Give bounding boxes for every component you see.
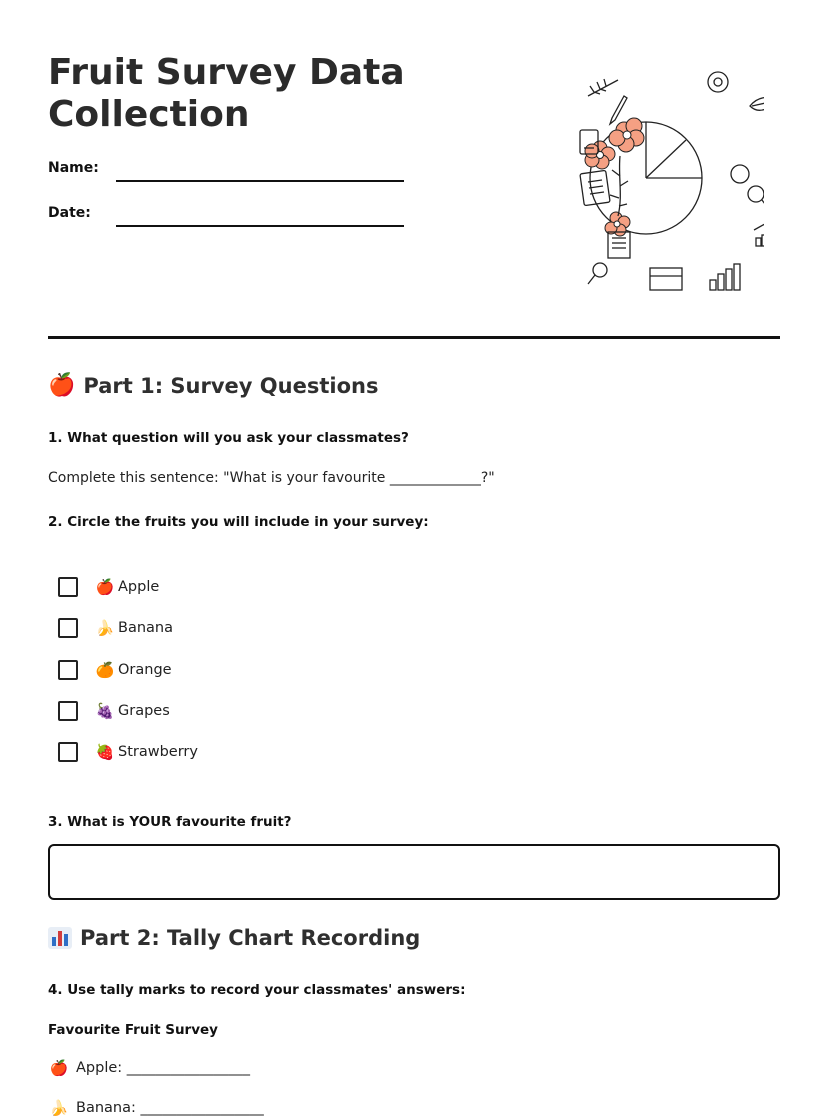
fruit-option[interactable] (58, 699, 170, 723)
tally-row[interactable] (48, 1059, 250, 1077)
question-3: 3. What is YOUR favourite fruit? (48, 814, 292, 830)
page-title: Fruit Survey Data Collection (48, 52, 405, 135)
checkbox[interactable] (58, 701, 78, 721)
grapes-icon: 🍇 (95, 702, 115, 720)
strawberry-icon: 🍓 (95, 743, 115, 761)
bar-chart-icon (710, 264, 740, 290)
box-icon (650, 268, 682, 290)
checkbox[interactable] (58, 742, 78, 762)
survey-illustration (528, 66, 764, 302)
date-field[interactable] (116, 225, 404, 227)
fruit-label: Apple (118, 579, 160, 595)
favourite-fruit-input[interactable] (48, 844, 780, 900)
magnifier-icon (748, 186, 764, 202)
fruit-label: Strawberry (118, 744, 198, 760)
magnifier-icon (593, 263, 607, 277)
idea-icon (708, 72, 728, 92)
question-1-prompt: Complete this sentence: "What is your favourite _____________?" (48, 470, 495, 486)
pencil-icon (610, 96, 627, 124)
fruit-option[interactable] (58, 658, 172, 682)
fruit-option[interactable] (58, 616, 173, 640)
question-2: 2. Circle the fruits you will include in your survey: (48, 514, 429, 530)
apple-icon: 🍎 (48, 373, 76, 398)
fruit-option[interactable] (58, 740, 198, 764)
question-1: 1. What question will you ask your classmates? (48, 430, 409, 446)
banana-icon: 🍌 (49, 1099, 69, 1117)
tally-row-label: Apple: _________________ (76, 1060, 251, 1076)
fruit-label: Banana (118, 620, 173, 636)
part1-title: Part 1: Survey Questions (83, 374, 379, 398)
apple-icon: 🍎 (95, 578, 115, 596)
part1-heading (48, 374, 378, 398)
part2-title: Part 2: Tally Chart Recording (80, 926, 421, 950)
fruit-label: Grapes (118, 703, 170, 719)
growth-chart-icon (754, 220, 764, 246)
tally-row-label: Banana: _________________ (76, 1100, 264, 1116)
checkbox[interactable] (58, 660, 78, 680)
bar-chart-icon (48, 927, 72, 949)
name-field[interactable] (116, 180, 404, 182)
checkbox[interactable] (58, 577, 78, 597)
apple-icon: 🍎 (49, 1059, 69, 1077)
date-label: Date: (48, 205, 91, 221)
orange-icon: 🍊 (95, 661, 115, 679)
fruit-option[interactable] (58, 575, 159, 599)
tally-row[interactable] (48, 1099, 264, 1117)
question-4: 4. Use tally marks to record your classmates' answers: (48, 982, 466, 998)
name-label: Name: (48, 160, 99, 176)
header-divider (48, 336, 780, 339)
fruit-label: Orange (118, 662, 172, 678)
tally-chart-title: Favourite Fruit Survey (48, 1022, 218, 1038)
checkbox[interactable] (58, 618, 78, 638)
banana-icon: 🍌 (95, 619, 115, 637)
part2-heading (48, 926, 420, 950)
flower-icon (585, 118, 644, 236)
